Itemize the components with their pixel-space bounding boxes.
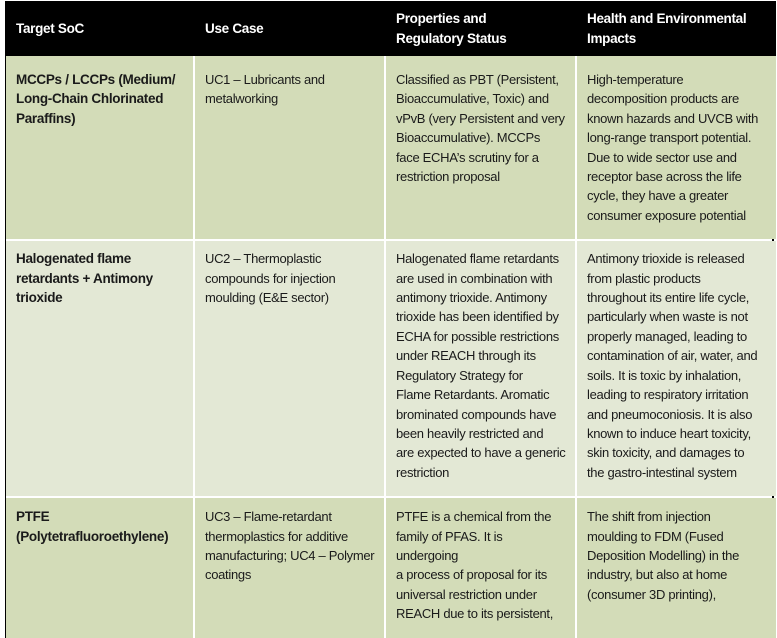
cell-properties: Halogenated flame retardants are used in combination with antimony trioxide. Antimony trioxide has been identified by ECHA for possible restrictions under REACH through its Regulatory Strategy for Flame Retardants. Aromatic brominated compounds have been heavily restricted and are expected to have a generic restriction [386,241,575,496]
header-use-case: Use Case [195,1,384,56]
table-header-row [6,1,772,56]
cell-properties: PTFE is a chemical from the family of PFAS. It is undergoing a process of proposal for its universal restriction under REACH due to its persistent, [386,498,575,637]
cell-use-case: UC2 – Thermoplastic compounds for injection moulding (E&E sector) [195,241,384,496]
cell-impacts: The shift from injection moulding to FDM (Fused Deposition Modelling) in the industry, but also at home (consumer 3D printing), [577,498,776,637]
table-row [6,56,772,239]
header-properties: Properties and Regulatory Status [386,1,575,56]
cell-use-case: UC3 – Flame-retardant thermoplastics for additive manufacturing; UC4 – Polymer coatings [195,498,384,637]
table-row [6,241,772,496]
header-impacts: Health and Environmental Impacts [577,1,776,56]
cell-target-soc: MCCPs / LCCPs (Medium/ Long-Chain Chlorinated Paraffins) [6,56,193,239]
header-target-soc: Target SoC [6,1,193,56]
table-row [6,498,772,637]
cell-impacts: High-temperature decomposition products are known hazards and UVCB with long-range transport potential. Due to wide sector use and receptor base across the life cycle, they have a greater consumer exposure potential [577,56,776,239]
cell-use-case: UC1 – Lubricants and metalworking [195,56,384,239]
cell-target-soc: PTFE (Polytetrafluoroethylene) [6,498,193,637]
cell-impacts: Antimony trioxide is released from plastic products throughout its entire life cycle, particularly when waste is not properly managed, leading to contamination of air, water, and soils. It is toxic by inhalation, leading to respiratory irritation and pneumoconiosis. It is also known to induce heart toxicity, skin toxicity, and damages to the gastro-intestinal system [577,241,776,496]
cell-properties: Classified as PBT (Persistent, Bioaccumulative, Toxic) and vPvB (very Persistent and very Bioaccumulative). MCCPs face ECHA’s scrutiny for a restriction proposal [386,56,575,239]
substances-table [5,1,774,638]
cell-target-soc: Halogenated flame retardants + Antimony trioxide [6,241,193,496]
